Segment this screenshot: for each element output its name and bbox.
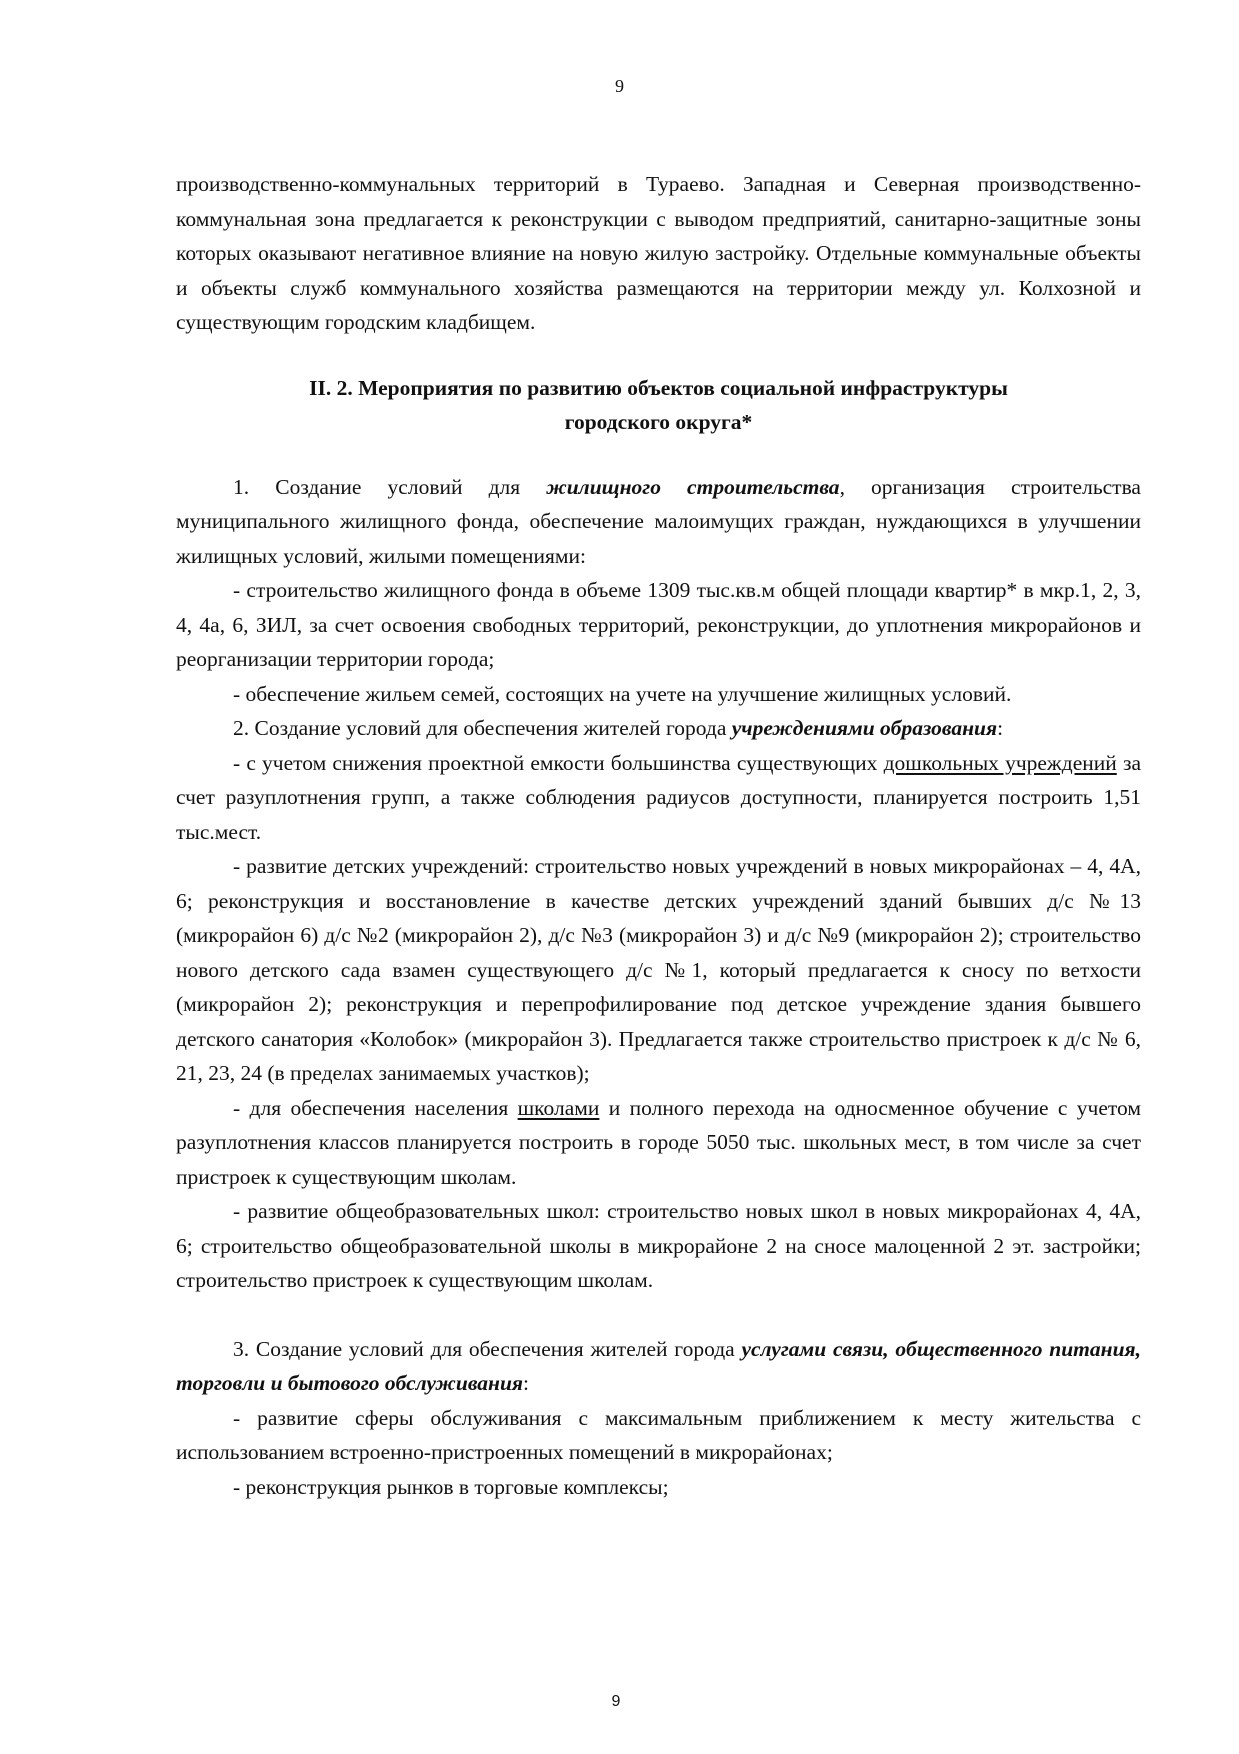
item2-bullet2: - развитие детских учреждений: строительство новых учреждений в новых микрорайонах – 4, 4А, 6; реконструкция и восстановление в качестве детских учреждений зданий бывших д/с №13 (микрорайон 6) д/с №2 (микрорайон 2), д/с №3 (микрорайон 3) и д/с №9 (микрорайон 2); строительство нового детского сада взамен существующего д/с №1, который предлагается к сносу по ветхости (микрорайон 2); реконструкция и перепрофилирование под детское учреждение здания бывшего детского санатория «Колобок» (микрорайон 3). Предлагается также строительство пристроек к д/с № 6, 21, 23, 24 (в пределах занимаемых участков); (176, 854, 1141, 1085)
item1-paragraph (176, 470, 1141, 574)
item2-bullet3 (176, 1091, 1141, 1195)
item2-colon: : (997, 716, 1004, 740)
item2-paragraph (176, 711, 1141, 746)
item2-b1-underlined: дошкольных учреждений (883, 750, 1117, 775)
item2-bullet4: - развитие общеобразовательных школ: строительство новых школ в новых микрорайонах 4, 4А, 6; строительство общеобразовательной школы в микрорайоне 2 на сносе малоценной 2 эт. застройки; строительство пристроек к существующим школам. (176, 1199, 1141, 1292)
item2-emphasis: учреждениями образования (731, 716, 998, 740)
item3-lead: 3. Создание условий для обеспечения жителей города (233, 1336, 742, 1361)
page-number-bottom: 9 (611, 1693, 621, 1710)
page-number-top: 9 (615, 76, 624, 96)
item3-bullet2: - реконструкция рынков в торговые комплексы; (233, 1474, 669, 1499)
item1-rest: , организация строительства муниципального жилищного фонда, обеспечение малоимущих граждан, нуждающихся в улучшении жилищных условий, жилыми помещениями: (176, 474, 1141, 568)
intro-paragraph: производственно-коммунальных территорий в Тураево. Западная и Северная производственно-коммунальная зона предлагается к реконструкции с выводом предприятий, санитарно-защитные зоны которых оказывают негативное влияние на новую жилую застройку. Отдельные коммунальные объекты и объекты служб коммунального хозяйства размещаются на территории между ул. Колхозной и существующим городским кладбищем. (176, 172, 1141, 334)
item2-b3-post: и полного перехода на односменное обучение с учетом разуплотнения классов планируется построить в городе 5050 тыс. школьных мест, в том числе за счет пристроек к существующим школам. (176, 1095, 1141, 1189)
item3-emphasis: услугами связи, общественного питания, торговли и бытового обслуживания (176, 1336, 1141, 1395)
section-heading (176, 371, 1141, 439)
section-heading-line2: городского округа* (564, 409, 753, 434)
item1-emphasis: жилищного строительства (546, 474, 840, 499)
spacer (176, 1298, 1141, 1332)
section-heading-line1: II. 2. Мероприятия по развитию объектов социальной инфраструктуры (309, 375, 1008, 400)
item3-bullet1: - развитие сферы обслуживания с максимальным приближением к месту жительства с использованием встроенно-пристроенных помещений в микрорайонах; (176, 1405, 1141, 1464)
item2-b1-post: за счет разуплотнения групп, а также соблюдения радиусов доступности, планируется построить 1,51 тыс.мест. (176, 750, 1141, 844)
item2-lead: 2. Создание условий для обеспечения жителей города (233, 716, 732, 740)
item1-bullet2: - обеспечение жильем семей, состоящих на учете на улучшение жилищных условий. (233, 681, 1012, 706)
item2-bullet1 (176, 746, 1141, 850)
item3-paragraph (176, 1332, 1141, 1401)
item1-lead: 1. Создание условий для (233, 474, 547, 499)
document-body (176, 167, 1141, 1504)
item1-bullet1: - строительство жилищного фонда в объеме 1309 тыс.кв.м общей площади квартир* в мкр.1, 2, 3, 4, 4а, 6, ЗИЛ, за счет освоения свободных территорий, реконструкции, до уплотнения микрорайонов и реорганизации территории города; (176, 578, 1141, 671)
item3-colon: : (523, 1371, 529, 1395)
item2-b1-pre: - с учетом снижения проектной емкости большинства существующих (233, 750, 884, 775)
item2-b3-underlined: школами (517, 1095, 600, 1120)
item2-b3-pre: - для обеспечения населения (233, 1095, 518, 1120)
